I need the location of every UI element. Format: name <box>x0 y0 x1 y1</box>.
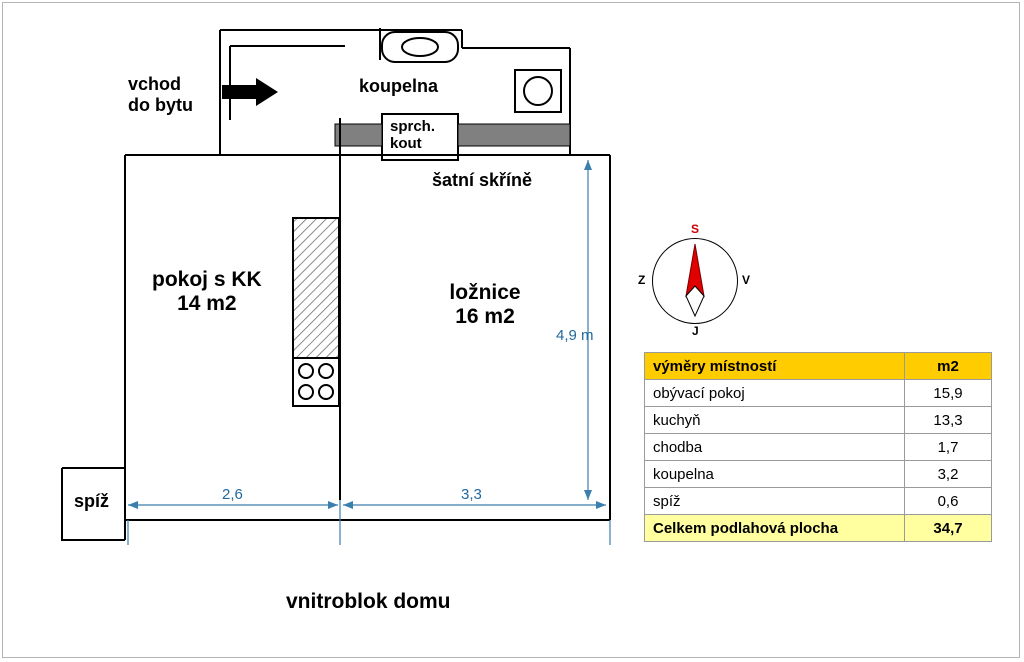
table-row <box>645 434 992 461</box>
table-cell-room-name: koupelna <box>645 461 905 488</box>
table-cell-room-area: 1,7 <box>905 434 992 461</box>
table-row <box>645 461 992 488</box>
appliance-circle <box>524 77 552 105</box>
bedroom-name: ložnice <box>449 281 521 304</box>
table-cell-room-area: 13,3 <box>905 407 992 434</box>
table-cell-room-area: 15,9 <box>905 380 992 407</box>
shower-label <box>390 118 435 153</box>
kitchen-counter-hatch <box>294 219 338 357</box>
areas-table <box>644 352 992 542</box>
table-cell-room-area: 0,6 <box>905 488 992 515</box>
table-cell-room-name: chodba <box>645 434 905 461</box>
table-cell-room-name: kuchyň <box>645 407 905 434</box>
shower-label-line2: kout <box>390 135 422 153</box>
table-total-row <box>645 515 992 542</box>
shower-label-line1: sprch. <box>390 118 436 135</box>
table-row <box>645 380 992 407</box>
table-cell-room-name: spíž <box>645 488 905 515</box>
compass-ring <box>652 238 738 324</box>
entrance-label <box>128 74 193 115</box>
dimension-height: 4,9 m <box>556 327 594 344</box>
wardrobes-label: šatní skříně <box>432 170 533 190</box>
table-total-area: 34,7 <box>905 515 992 542</box>
bedroom-area: 16 m2 <box>455 305 515 329</box>
table-cell-room-name: obývací pokoj <box>645 380 905 407</box>
kitchen-stove <box>293 358 339 406</box>
entrance-label-line2: do bytu <box>128 94 193 115</box>
areas-table-body <box>645 380 992 515</box>
compass-west-label: Z <box>638 273 646 287</box>
entrance-label-line1: vchod <box>128 74 182 94</box>
room-kk-name: pokoj s KK <box>152 268 262 291</box>
compass-rose <box>638 222 751 338</box>
compass-south-label: J <box>692 324 699 338</box>
table-total-label: Celkem podlahová plocha <box>645 515 905 542</box>
table-header-area: m2 <box>905 353 992 380</box>
table-row <box>645 488 992 515</box>
table-cell-room-area: 3,2 <box>905 461 992 488</box>
table-row <box>645 407 992 434</box>
compass-north-label: S <box>691 222 700 236</box>
dimension-right: 3,3 <box>461 486 482 503</box>
plan-caption: vnitroblok domu <box>286 590 451 613</box>
bathtub-inner <box>402 38 438 56</box>
wall-dark-right <box>458 124 570 146</box>
bathtub <box>382 32 458 62</box>
table-header-row <box>645 353 992 380</box>
bathroom-label: koupelna <box>359 76 439 96</box>
compass-east-label: V <box>742 273 751 287</box>
pantry-label: spíž <box>74 491 110 511</box>
wall-dark-left <box>335 124 382 146</box>
bedroom-label <box>430 281 540 329</box>
room-kk-area: 14 m2 <box>177 292 237 316</box>
dimension-left: 2,6 <box>222 486 243 503</box>
room-kk-label <box>152 268 262 316</box>
areas-table-wrap <box>644 352 992 542</box>
table-header-name: výměry místností <box>645 353 905 380</box>
dimension-lines <box>128 160 610 545</box>
